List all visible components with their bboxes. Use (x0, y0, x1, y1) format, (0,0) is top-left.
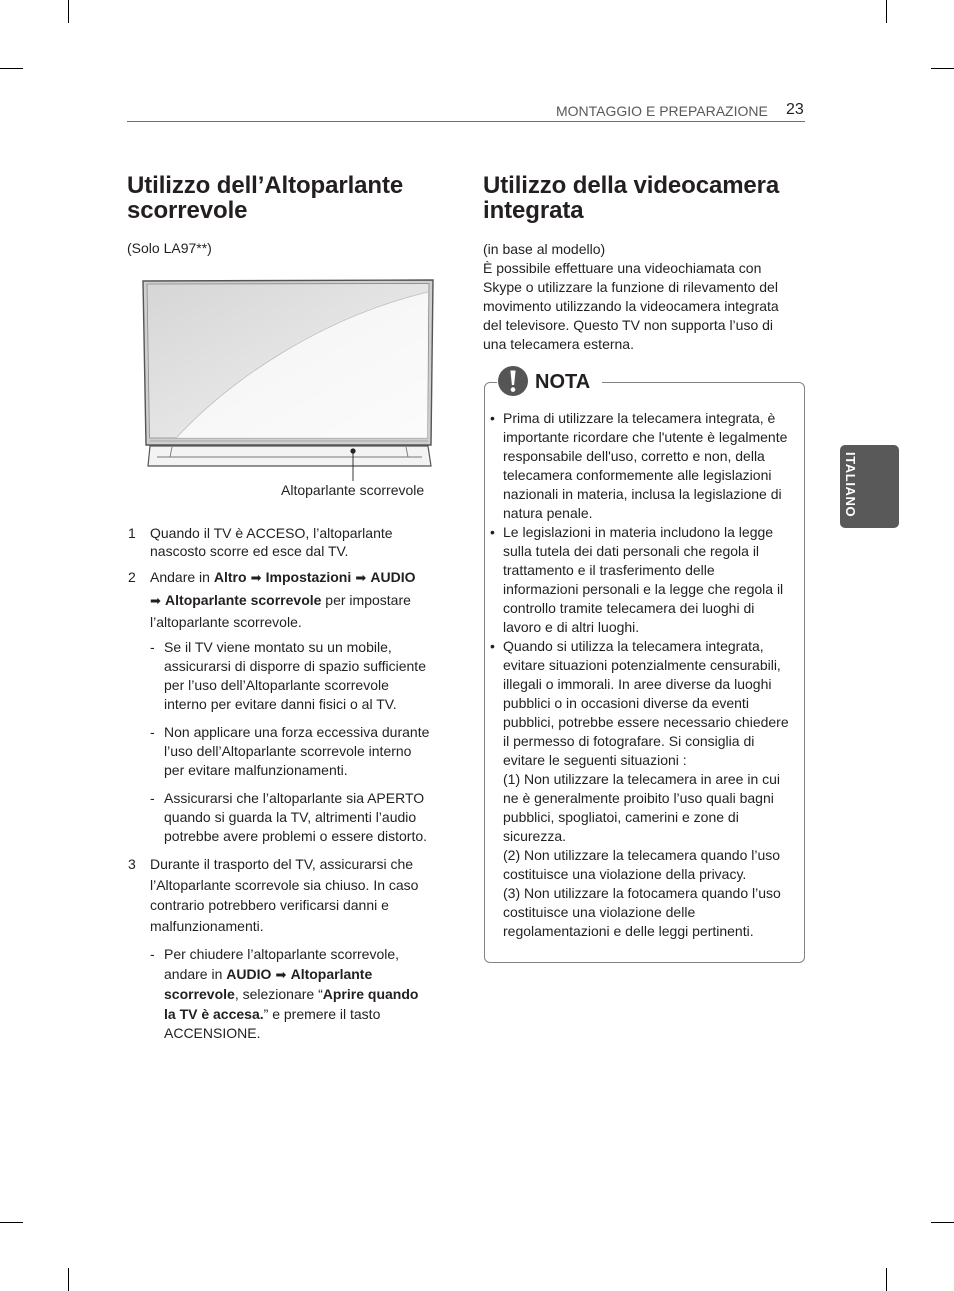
crop-mark (0, 68, 23, 69)
running-header: MONTAGGIO E PREPARAZIONE (556, 103, 768, 119)
bullet: • (490, 523, 495, 540)
step-2-note: Non applicare una forza eccessiva durante l’uso dell’Altoparlante scorrevole interno per evitare malfunzionamenti. (164, 723, 430, 778)
step-number: 2 (128, 569, 136, 585)
crop-mark (931, 1222, 954, 1223)
step-number: 3 (128, 856, 136, 872)
step-2-note: Se il TV viene montato su un mobile, assicurarsi di disporre di spazio sufficiente per l’uso dell’Altoparlante scorrevole interno per evitare danni fisici o al TV. (164, 638, 426, 712)
note-item: Prima di utilizzare la telecamera integrata, è importante ricordare che l'utente è legalmente responsabile dell'uso, corretto e non, della telecamera conformemente alle legislazioni nazionali in materia, inclusa la legislazione di natura penale. (503, 409, 788, 521)
step-number: 1 (128, 525, 136, 541)
note-text: Per chiudere l’altoparlante scorrevole, andare in (164, 946, 400, 982)
dash-marker: - (150, 723, 155, 740)
callout-dot (350, 448, 355, 453)
tv-illustration (138, 274, 438, 488)
menu-path-item: AUDIO (226, 965, 272, 982)
crop-mark (931, 68, 954, 69)
step-2-text (150, 567, 416, 633)
crop-mark (68, 0, 69, 23)
crop-mark (886, 1268, 887, 1291)
camera-intro: (in base al modello) È possibile effettuare una videochiamata con Skype o utilizzare la funzione di rilevamento del movimento utilizzando la videocamera integrata del televisore. Questo TV non supporta l’uso di una telecamera esterna. (483, 240, 779, 352)
arrow-right-icon: ➡ (351, 571, 371, 586)
header-rule (127, 121, 805, 122)
note-text: , selezionare “ (234, 986, 323, 1002)
step-1-text: Quando il TV è ACCESO, l’altoparlante nascosto scorre ed esce dal TV. (150, 525, 393, 559)
exclamation-icon (497, 365, 529, 397)
crop-mark (886, 0, 887, 23)
section-title-speaker: Utilizzo dell’Altoparlante scorrevole (127, 172, 404, 224)
arrow-right-icon: ➡ (246, 571, 266, 586)
model-note: (Solo LA97**) (127, 240, 212, 256)
sliding-speaker (148, 446, 431, 466)
note-item: Le legislazioni in materia includono la legge sulla tutela dei dati personali che regola il trattamento e il trasferimento delle informazioni personali e la legge che regola il controllo tramite telecamera dei luoghi di lavoro e di altri luoghi. (503, 523, 784, 635)
bullet: • (490, 409, 495, 426)
note-label: NOTA (535, 371, 591, 393)
dash-marker: - (150, 789, 155, 806)
menu-path-item: AUDIO (370, 569, 416, 585)
menu-option: Aprire quando la TV è accesa. (164, 986, 419, 1022)
figure-callout-label: Altoparlante scorrevole (281, 482, 425, 498)
crop-mark (68, 1268, 69, 1291)
menu-path-item: Altro (213, 569, 247, 585)
bullet: • (490, 637, 495, 654)
note-item: Quando si utilizza la telecamera integrata, evitare situazioni potenzialmente censurabili, illegali o immorali. In aree diverse da luoghi pubblici o in occasioni diverse da eventi pubblici, potrebbe essere necessario chiedere il permesso di fotografare. Si consiglia di evitare le seguenti situazioni : (1) Non utilizzare la telecamera in aree in cui ne è generalmente proibito l’uso quali bagni pubblici, spogliatoi, camerini e zone di sicurezza. (2) Non utilizzare la telecamera quando l’uso costituisce una violazione della privacy. (3) Non utilizzare la fotocamera quando l’uso costituisce una violazione delle regolamentazioni e delle leggi pertinenti. (503, 637, 789, 939)
menu-path-item: Altoparlante scorrevole (164, 965, 373, 1002)
section-title-camera: Utilizzo della videocamera integrata (483, 172, 780, 224)
note-text: ” e premere il tasto ACCENSIONE. (164, 1005, 381, 1041)
menu-path-item: Altoparlante scorrevole (165, 591, 322, 608)
arrow-right-icon: ➡ (271, 967, 291, 983)
step-text: per impostare l’altoparlante scorrevole. (150, 591, 411, 630)
menu-path-item: Impostazioni (265, 569, 352, 585)
arrow-right-icon: ➡ (150, 593, 161, 609)
step-3-text: Durante il trasporto del TV, assicurarsi che l’Altoparlante scorrevole sia chiuso. In caso contrario potrebbero verificarsi danni e malfunzionamenti. (150, 856, 419, 934)
step-3-note (164, 945, 418, 1044)
language-tab-label: ITALIANO (843, 452, 858, 518)
crop-mark (0, 1222, 23, 1223)
page-number: 23 (786, 101, 804, 118)
step-2-note: Assicurarsi che l’altoparlante sia APERTO quando si guarda la TV, altrimenti l’audio potrebbe avere problemi o essere distorto. (164, 789, 428, 844)
dash-marker: - (150, 638, 155, 655)
step-text: Andare in (150, 569, 214, 585)
dash-marker: - (150, 946, 155, 962)
